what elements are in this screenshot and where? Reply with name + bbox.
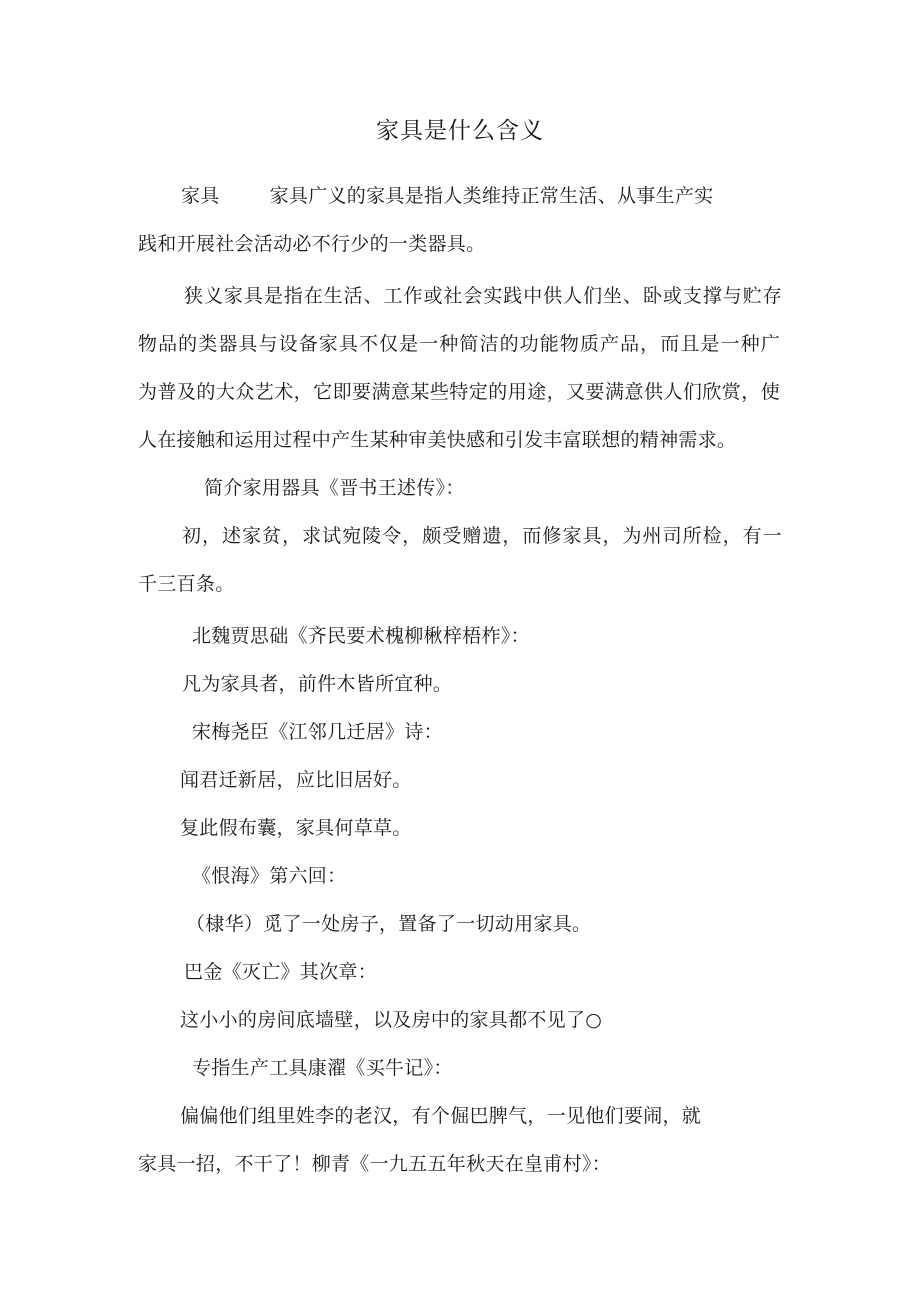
paragraph-8: 闻君迁新居，应比旧居好。	[180, 769, 412, 791]
paragraph-1-line-1	[181, 181, 714, 211]
paragraph-14: 专指生产工具康濯《买牛记》：	[192, 1057, 453, 1079]
paragraph-11: （棣华）觅了一处房子，置备了一切动用家具。	[186, 913, 592, 935]
paragraph-1-text: 家具广义的家具是指人类维持正常生活、从事生产实	[269, 185, 714, 207]
paragraph-4-line-2: 千三百条。	[138, 573, 235, 595]
paragraph-7: 宋梅尧臣《江邻几迁居》诗：	[192, 721, 443, 743]
paragraph-15-line-1: 偏偏他们组里姓李的老汉，有个倔巴脾气，一见他们要闹，就	[180, 1105, 702, 1127]
paragraph-15-line-2: 家具一招，不干了！柳青《一九五五年秋天在皇甫村》：	[138, 1153, 612, 1175]
paragraph-12: 巴金《灭亡》其次章：	[184, 961, 378, 983]
paragraph-1-line-2: 践和开展社会活动必不行少的一类器具。	[138, 233, 486, 255]
paragraph-2-line-4: 人在接触和运用过程中产生某种审美快感和引发丰富联想的精神需求。	[138, 429, 737, 451]
paragraph-13: 这小小的房间底墙壁，以及房中的家具都不见了○	[180, 1009, 603, 1031]
paragraph-2-line-2: 物品的类器具与设备家具不仅是一种简洁的功能物质产品，而且是一种广	[138, 333, 780, 355]
paragraph-2-line-3: 为普及的大众艺术，它即要满意某些特定的用途，又要满意供人们欣赏，使	[138, 381, 780, 403]
paragraph-9: 复此假布囊，家具何草草。	[180, 817, 412, 839]
paragraph-6: 凡为家具者，前件木皆所宜种。	[182, 673, 453, 695]
paragraph-1-term: 家具	[181, 185, 220, 207]
document-title: 家具是什么含义	[376, 118, 544, 144]
paragraph-4-line-1: 初，述家贫，求试宛陵令，颇受赠遗，而修家具，为州司所检，有一	[182, 525, 782, 547]
paragraph-3: 简介家用器具《晋书王述传》：	[204, 477, 465, 499]
paragraph-10: 《恨海》第六回：	[192, 865, 347, 887]
paragraph-5: 北魏贾思础《齐民要术槐柳楸梓梧柞》：	[192, 625, 530, 647]
paragraph-2-line-1: 狭义家具是指在生活、工作或社会实践中供人们坐、卧或支撑与贮存	[184, 285, 782, 307]
